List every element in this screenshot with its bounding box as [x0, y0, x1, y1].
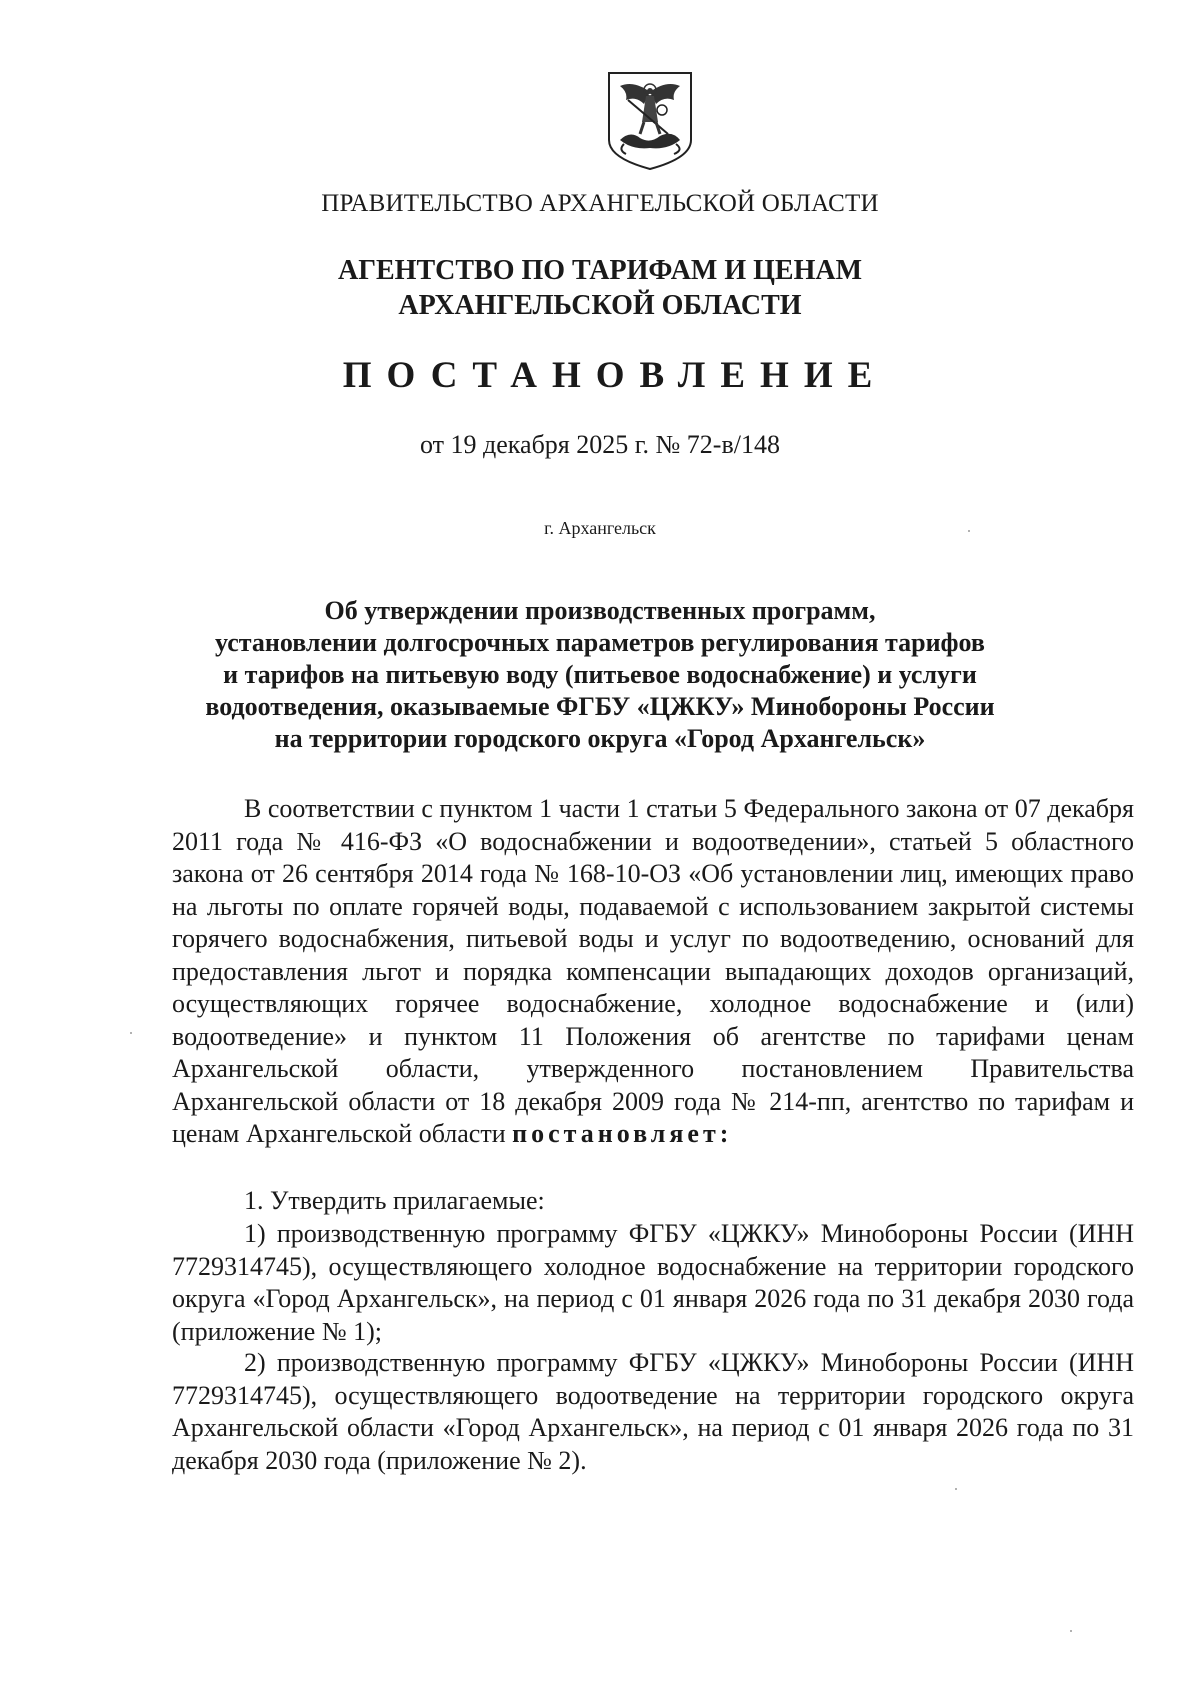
preamble-paragraph	[172, 793, 1134, 1151]
scan-speck	[968, 530, 970, 532]
resolution-subitem-1: 1) производственную программу ФГБУ «ЦЖКУ» Минобороны России (ИНН 7729314745), осуществляющего холодное водоснабжение на территории городского округа «Город Архангельск», на период с 01 января 2026 года по 31 декабря 2030 года (приложение № 1);	[172, 1219, 1134, 1346]
resolution-subitem-2: 2) производственную программу ФГБУ «ЦЖКУ» Минобороны России (ИНН 7729314745), осуществляющего водоотведение на территории городского округа Архангельской области «Город Архангельск», на период с 01 января 2026 года по 31 декабря 2030 года (приложение № 2).	[172, 1348, 1134, 1475]
document-type-heading: ПОСТАНОВЛЕНИЕ	[342, 355, 888, 396]
document-title-line-4: водоотведения, оказываемые ФГБУ «ЦЖКУ» Минобороны России	[205, 692, 995, 721]
agency-name-line-2: АРХАНГЕЛЬСКОЙ ОБЛАСТИ	[398, 290, 802, 321]
decree-word: постановляет:	[512, 1119, 733, 1148]
scan-speck	[955, 1488, 957, 1490]
document-title-line-5: на территории городского округа «Город Архангельск»	[274, 724, 926, 753]
resolution-item-1: 1. Утвердить прилагаемые:	[244, 1186, 545, 1215]
scan-speck	[130, 1032, 132, 1034]
agency-name-line-1: АГЕНТСТВО ПО ТАРИФАМ И ЦЕНАМ	[337, 255, 863, 286]
document-title-line-3: и тарифов на питьевую воду (питьевое водоснабжение) и услуги	[223, 660, 977, 689]
government-name: ПРАВИТЕЛЬСТВО АРХАНГЕЛЬСКОЙ ОБЛАСТИ	[321, 190, 879, 217]
document-city: г. Архангельск	[544, 518, 656, 538]
document-title-line-2: установлении долгосрочных параметров регулирования тарифов	[215, 628, 985, 657]
scan-speck	[1070, 1630, 1072, 1632]
document-date-number: от 19 декабря 2025 г. № 72-в/148	[420, 430, 780, 459]
preamble-text: В соответствии с пунктом 1 части 1 статьи 5 Федерального закона от 07 декабря 2011 года № 416-ФЗ «О водоснабжении и водоотведении», статьей 5 областного закона от 26 сентября 2014 года № 168-10-ОЗ «Об установлении лиц, имеющих право на льготы по оплате горячей воды, подаваемой с использованием закрытой системы горячего водоснабжения, питьевой воды и услуг по водоотведению, оснований для предоставления льгот и порядка компенсации выпадающих доходов организаций, осуществляющих горячее водоснабжение, холодное водоснабжение и (или) водоотведение» и пунктом 11 Положения об агентстве по тарифами ценам Архангельской области, утвержденного постановлением Правительства Архангельской области от 18 декабря 2009 года № 214-пп, агентство по тарифам и ценам Архангельской области	[172, 794, 1134, 1148]
coat-of-arms-icon	[606, 70, 694, 172]
document-title-line-1: Об утверждении производственных программ,	[324, 596, 876, 625]
